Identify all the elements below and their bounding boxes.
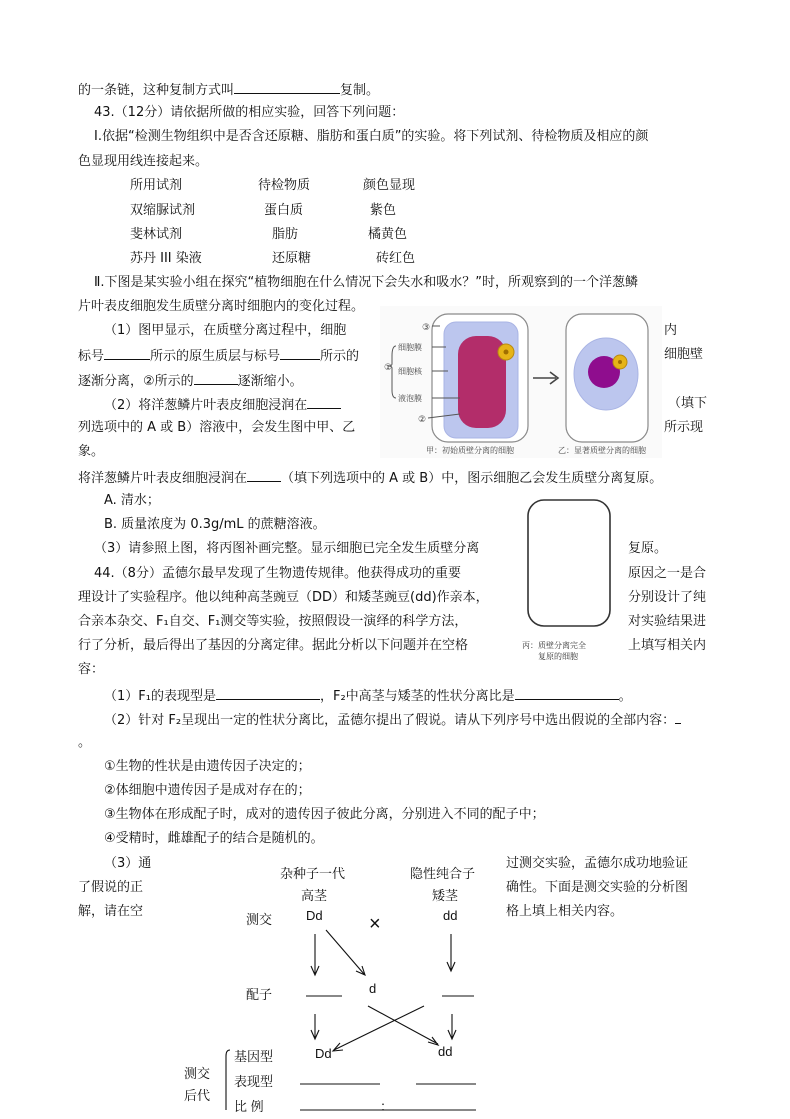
arrow-icon [448,1014,456,1039]
label-3: ③ [422,323,431,333]
table-cell: 蛋白质 [264,203,304,218]
p2q2-line3: 象。 [78,444,105,459]
label-offspring-1: 测交 [184,1066,211,1081]
caption-jia: 甲：初始质壁分离的细胞 [426,446,514,455]
q44-q3-l2: 了假说的正 [78,880,144,895]
p2q2-line1: （2）将洋葱鳞片叶表皮细胞浸润在 [104,395,341,415]
plasmolysis-figure [380,306,662,458]
q44-q2-end: 。 [78,735,92,750]
p2q1-line3: 逐渐分离，②所示的 逐渐缩小。 [78,371,303,391]
col-header-reagent: 所用试剂 [130,178,183,193]
blank-solution-1 [307,395,341,409]
q44-line1-right: 原因之一是合 [628,566,707,581]
table-cell: 斐林试剂 [130,227,183,242]
part1-line2: 色显现用线连接起来。 [78,154,209,169]
label-phenotype: 表现型 [234,1074,274,1089]
q44-line4-right: 上填写相关内 [628,638,707,653]
p2q1-line1-right: 内 [664,323,678,338]
arrow-icon [368,1006,438,1045]
label-2: ② [418,415,427,425]
q44-q2: （2）针对 F₂呈现出一定的性状分离比，孟德尔提出了假说。请从下列序号中选出假说的全部内容： [104,710,681,730]
table-cell: 紫色 [370,203,397,218]
arrow-icon [311,1014,319,1039]
part2-intro2: 片叶表皮细胞发生质壁分离时细胞内的变化过程。 [78,299,365,314]
recovered-cell-figure [516,494,620,666]
label-gamete: 配子 [246,987,273,1002]
genotype-Dd-parent: Dd [306,908,323,923]
p2q2-line1-right: （填下 [668,396,708,411]
blank-solution-2 [247,468,281,482]
label-ratio: 比 例 [234,1099,264,1114]
q44-line2-right: 分别设计了纯 [628,590,707,605]
brace [226,1050,230,1110]
label-testcross: 测交 [246,912,273,927]
caption-bing-2: 复原的细胞 [538,652,578,661]
q44-line1: 44.（8分）孟德尔最早发现了生物遗传规律。他获得成功的重要 [94,566,461,581]
part1-line1: Ⅰ.依据“检测生物组织中是否含还原糖、脂肪和蛋白质”的实验。将下列试剂、待检物质及相应的颜 [94,129,649,144]
label-tall: 高茎 [301,888,328,903]
p2q2-line4: 将洋葱鳞片叶表皮细胞浸润在 （填下列选项中的 A 或 B）中，图示细胞乙会发生质壁分离复原。 [78,468,662,488]
q44-q3-l2-right: 确性。下面是测交实验的分析图 [506,880,689,895]
cell-wall-bing [528,500,610,626]
blank-wall-number [280,346,320,360]
label-recessive: 隐性纯合子 [410,866,476,881]
p2q2-line2-right: 所示现 [664,420,704,435]
label-cell-membrane: 细胞膜 [398,343,422,352]
table-cell: 苏丹 III 染液 [130,251,202,266]
q44-line4: 行了分析，最后得出了基因的分离定律。据此分析以下问题并在空格 [78,638,469,653]
hypothesis-1: ①生物的性状是由遗传因子决定的； [104,759,311,774]
q44-q1: （1）F₁的表现型是 ，F₂中高茎与矮茎的性状分离比是 。 [104,686,632,706]
q44-line3-right: 对实验结果进 [628,614,707,629]
label-hybrid: 杂种子一代 [280,866,346,881]
label-1: ① [384,363,393,373]
q43-header: 43.（12分）请依据所做的相应实验，回答下列问题： [94,105,405,120]
blank-replication [234,80,340,94]
hypothesis-2: ②体细胞中遗传因子是成对存在的； [104,783,311,798]
genotype-dd-parent: dd [443,908,458,923]
p2q1-line2-right: 细胞壁 [664,347,704,362]
arrow-icon [326,930,365,975]
cross-symbol: × [369,913,381,935]
table-cell: 砖红色 [376,251,416,266]
label-short: 矮茎 [432,888,459,903]
q44-line5: 容： [78,662,105,677]
blank-hypothesis [675,710,681,724]
label-offspring-2: 后代 [184,1088,211,1103]
label-vacuole-membrane: 液泡膜 [398,394,422,403]
q44-line3: 合亲本杂交、F₁自交、F₁测交等实验，按照假设一演绎的科学方法， [78,614,468,629]
p2q3-line-right: 复原。 [628,541,668,556]
p2q3-line: （3）请参照上图，将丙图补画完整。显示细胞已完全发生质壁分离 [94,541,480,556]
q44-q3-l1: （3）通 [104,856,152,871]
offspring-Dd: Dd [315,1046,332,1061]
q44-line2: 理设计了实验程序。他以纯种高茎豌豆（DD）和矮茎豌豆(dd)作亲本， [78,590,489,605]
gamete-d: d [369,981,377,996]
option-b: B. 质量浓度为 0.3g/mL 的蔗糖溶液。 [104,517,326,532]
table-cell: 橘黄色 [368,227,408,242]
table-cell: 双缩脲试剂 [130,203,196,218]
option-a: A. 清水； [104,493,160,508]
blank-protoplast-number [104,346,150,360]
blank-structure-2 [194,371,238,385]
q44-q3-l3: 解，请在空 [78,904,144,919]
offspring-dd: dd [438,1044,453,1059]
col-header-color: 颜色显现 [363,178,416,193]
p2q1-line1: （1）图甲显示，在质壁分离过程中，细胞 [104,323,347,338]
table-cell: 脂肪 [272,227,299,242]
arrow-icon [311,934,319,975]
testcross-diagram [170,862,500,1116]
caption-bing-1: 丙：质壁分离完全 [522,641,586,650]
label-cell-nucleus: 细胞核 [398,367,422,376]
hypothesis-4: ④受精时，雌雄配子的结合是随机的。 [104,831,324,846]
table-cell: 还原糖 [272,251,312,266]
blank-f1-phenotype [216,686,320,700]
nucleolus-jia [504,350,509,355]
part2-intro1: Ⅱ.下图是某实验小组在探究“植物细胞在什么情况下会失水和吸水？”时，所观察到的一个洋葱鳞 [94,275,639,290]
p2q1-line2: 标号 所示的原生质层与标号 所示的 [78,346,359,366]
nucleolus-yi [618,360,622,364]
ratio-colon: ： [380,1099,394,1114]
q44-q3-l3-right: 格上填上相关内容。 [506,904,624,919]
col-header-substance: 待检物质 [258,178,311,193]
q44-q3-l1-right: 过测交实验，孟德尔成功地验证 [506,856,689,871]
blank-f2-ratio [515,686,619,700]
label-genotype: 基因型 [234,1049,274,1064]
p2q2-line2: 列选项中的 A 或 B）溶液中，会发生图中甲、乙 [78,420,356,435]
q42-tail: 的一条链，这种复制方式叫 复制。 [78,80,379,100]
arrow-icon [447,934,455,971]
hypothesis-3: ③生物体在形成配子时，成对的遗传因子彼此分离，分别进入不同的配子中； [104,807,545,822]
caption-yi: 乙：显著质壁分离的细胞 [558,446,646,455]
